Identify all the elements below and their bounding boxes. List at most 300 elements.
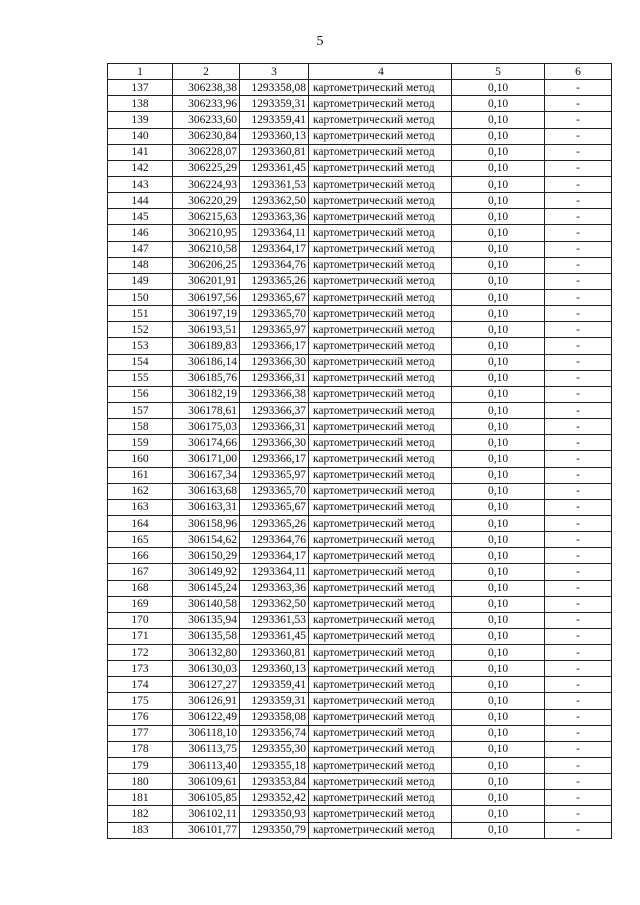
x-coordinate-cell: 306150,29 — [173, 548, 240, 564]
x-coordinate-cell: 306145,24 — [173, 580, 240, 596]
note-cell: - — [545, 160, 612, 176]
point-number-cell: 153 — [108, 338, 173, 354]
point-number-cell: 166 — [108, 548, 173, 564]
method-cell: картометрический метод — [309, 515, 452, 531]
method-cell: картометрический метод — [309, 289, 452, 305]
accuracy-cell: 0,10 — [452, 677, 545, 693]
y-coordinate-cell: 1293359,41 — [240, 677, 309, 693]
x-coordinate-cell: 306215,63 — [173, 209, 240, 225]
y-coordinate-cell: 1293365,70 — [240, 483, 309, 499]
method-cell: картометрический метод — [309, 176, 452, 192]
note-cell: - — [545, 176, 612, 192]
y-coordinate-cell: 1293364,76 — [240, 532, 309, 548]
x-coordinate-cell: 306175,03 — [173, 419, 240, 435]
x-coordinate-cell: 306238,38 — [173, 80, 240, 96]
table-row — [108, 499, 612, 515]
x-coordinate-cell: 306154,62 — [173, 532, 240, 548]
accuracy-cell: 0,10 — [452, 338, 545, 354]
point-number-cell: 144 — [108, 193, 173, 209]
table-row — [108, 386, 612, 402]
x-coordinate-cell: 306171,00 — [173, 451, 240, 467]
point-number-cell: 160 — [108, 451, 173, 467]
method-cell: картометрический метод — [309, 693, 452, 709]
point-number-cell: 148 — [108, 257, 173, 273]
y-coordinate-cell: 1293366,30 — [240, 435, 309, 451]
note-cell: - — [545, 483, 612, 499]
x-coordinate-cell: 306230,84 — [173, 128, 240, 144]
method-cell: картометрический метод — [309, 548, 452, 564]
note-cell: - — [545, 499, 612, 515]
accuracy-cell: 0,10 — [452, 144, 545, 160]
point-number-cell: 180 — [108, 774, 173, 790]
accuracy-cell: 0,10 — [452, 693, 545, 709]
table-row — [108, 112, 612, 128]
table-row — [108, 709, 612, 725]
point-number-cell: 139 — [108, 112, 173, 128]
note-cell: - — [545, 128, 612, 144]
table-row — [108, 241, 612, 257]
x-coordinate-cell: 306186,14 — [173, 354, 240, 370]
point-number-cell: 167 — [108, 564, 173, 580]
note-cell: - — [545, 241, 612, 257]
table-row — [108, 257, 612, 273]
method-cell: картометрический метод — [309, 483, 452, 499]
method-cell: картометрический метод — [309, 790, 452, 806]
accuracy-cell: 0,10 — [452, 112, 545, 128]
method-cell: картометрический метод — [309, 499, 452, 515]
point-number-cell: 161 — [108, 467, 173, 483]
y-coordinate-cell: 1293359,31 — [240, 96, 309, 112]
note-cell: - — [545, 193, 612, 209]
y-coordinate-cell: 1293366,17 — [240, 451, 309, 467]
point-number-cell: 156 — [108, 386, 173, 402]
point-number-cell: 150 — [108, 289, 173, 305]
accuracy-cell: 0,10 — [452, 257, 545, 273]
column-header: 6 — [545, 64, 612, 80]
accuracy-cell: 0,10 — [452, 225, 545, 241]
accuracy-cell: 0,10 — [452, 451, 545, 467]
y-coordinate-cell: 1293363,36 — [240, 209, 309, 225]
accuracy-cell: 0,10 — [452, 661, 545, 677]
x-coordinate-cell: 306158,96 — [173, 515, 240, 531]
method-cell: картометрический метод — [309, 677, 452, 693]
point-number-cell: 163 — [108, 499, 173, 515]
accuracy-cell: 0,10 — [452, 209, 545, 225]
accuracy-cell: 0,10 — [452, 596, 545, 612]
y-coordinate-cell: 1293361,45 — [240, 628, 309, 644]
table-row — [108, 548, 612, 564]
method-cell: картометрический метод — [309, 306, 452, 322]
table-row — [108, 741, 612, 757]
note-cell: - — [545, 580, 612, 596]
y-coordinate-cell: 1293358,08 — [240, 80, 309, 96]
page-number: 5 — [316, 34, 324, 49]
note-cell: - — [545, 209, 612, 225]
x-coordinate-cell: 306167,34 — [173, 467, 240, 483]
y-coordinate-cell: 1293365,70 — [240, 306, 309, 322]
table-row — [108, 144, 612, 160]
table-row — [108, 467, 612, 483]
note-cell: - — [545, 386, 612, 402]
method-cell: картометрический метод — [309, 144, 452, 160]
x-coordinate-cell: 306189,83 — [173, 338, 240, 354]
x-coordinate-cell: 306102,11 — [173, 806, 240, 822]
table-row — [108, 532, 612, 548]
method-cell: картометрический метод — [309, 435, 452, 451]
coordinates-table — [107, 63, 612, 839]
y-coordinate-cell: 1293362,50 — [240, 193, 309, 209]
y-coordinate-cell: 1293355,30 — [240, 741, 309, 757]
x-coordinate-cell: 306163,68 — [173, 483, 240, 499]
y-coordinate-cell: 1293365,97 — [240, 322, 309, 338]
y-coordinate-cell: 1293364,76 — [240, 257, 309, 273]
point-number-cell: 143 — [108, 176, 173, 192]
table-row — [108, 435, 612, 451]
method-cell: картометрический метод — [309, 741, 452, 757]
accuracy-cell: 0,10 — [452, 515, 545, 531]
x-coordinate-cell: 306163,31 — [173, 499, 240, 515]
table-row — [108, 483, 612, 499]
table-row — [108, 822, 612, 838]
x-coordinate-cell: 306182,19 — [173, 386, 240, 402]
y-coordinate-cell: 1293360,13 — [240, 128, 309, 144]
method-cell: картометрический метод — [309, 209, 452, 225]
table-row — [108, 515, 612, 531]
note-cell: - — [545, 80, 612, 96]
accuracy-cell: 0,10 — [452, 709, 545, 725]
point-number-cell: 159 — [108, 435, 173, 451]
point-number-cell: 168 — [108, 580, 173, 596]
note-cell: - — [545, 306, 612, 322]
table-row — [108, 790, 612, 806]
method-cell: картометрический метод — [309, 193, 452, 209]
y-coordinate-cell: 1293360,81 — [240, 144, 309, 160]
table-row — [108, 96, 612, 112]
table-row — [108, 176, 612, 192]
table-row — [108, 806, 612, 822]
y-coordinate-cell: 1293361,45 — [240, 160, 309, 176]
x-coordinate-cell: 306197,56 — [173, 289, 240, 305]
note-cell: - — [545, 661, 612, 677]
method-cell: картометрический метод — [309, 661, 452, 677]
column-header: 4 — [309, 64, 452, 80]
table-row — [108, 628, 612, 644]
note-cell: - — [545, 451, 612, 467]
accuracy-cell: 0,10 — [452, 725, 545, 741]
method-cell: картометрический метод — [309, 96, 452, 112]
note-cell: - — [545, 645, 612, 661]
accuracy-cell: 0,10 — [452, 402, 545, 418]
x-coordinate-cell: 306197,19 — [173, 306, 240, 322]
x-coordinate-cell: 306210,95 — [173, 225, 240, 241]
x-coordinate-cell: 306174,66 — [173, 435, 240, 451]
accuracy-cell: 0,10 — [452, 467, 545, 483]
column-header: 2 — [173, 64, 240, 80]
table-row — [108, 193, 612, 209]
method-cell: картометрический метод — [309, 628, 452, 644]
note-cell: - — [545, 564, 612, 580]
accuracy-cell: 0,10 — [452, 580, 545, 596]
x-coordinate-cell: 306185,76 — [173, 370, 240, 386]
point-number-cell: 145 — [108, 209, 173, 225]
y-coordinate-cell: 1293361,53 — [240, 612, 309, 628]
point-number-cell: 141 — [108, 144, 173, 160]
y-coordinate-cell: 1293350,93 — [240, 806, 309, 822]
point-number-cell: 157 — [108, 402, 173, 418]
table-row — [108, 419, 612, 435]
point-number-cell: 178 — [108, 741, 173, 757]
x-coordinate-cell: 306224,93 — [173, 176, 240, 192]
y-coordinate-cell: 1293365,26 — [240, 515, 309, 531]
point-number-cell: 151 — [108, 306, 173, 322]
y-coordinate-cell: 1293364,11 — [240, 564, 309, 580]
y-coordinate-cell: 1293353,84 — [240, 774, 309, 790]
point-number-cell: 175 — [108, 693, 173, 709]
y-coordinate-cell: 1293366,38 — [240, 386, 309, 402]
method-cell: картометрический метод — [309, 709, 452, 725]
method-cell: картометрический метод — [309, 806, 452, 822]
note-cell: - — [545, 693, 612, 709]
accuracy-cell: 0,10 — [452, 370, 545, 386]
x-coordinate-cell: 306228,07 — [173, 144, 240, 160]
method-cell: картометрический метод — [309, 402, 452, 418]
note-cell: - — [545, 338, 612, 354]
x-coordinate-cell: 306126,91 — [173, 693, 240, 709]
method-cell: картометрический метод — [309, 564, 452, 580]
accuracy-cell: 0,10 — [452, 354, 545, 370]
table-row — [108, 580, 612, 596]
accuracy-cell: 0,10 — [452, 273, 545, 289]
table-row — [108, 612, 612, 628]
method-cell: картометрический метод — [309, 451, 452, 467]
note-cell: - — [545, 96, 612, 112]
table-row — [108, 725, 612, 741]
y-coordinate-cell: 1293365,67 — [240, 289, 309, 305]
note-cell: - — [545, 709, 612, 725]
table-body — [108, 80, 612, 839]
accuracy-cell: 0,10 — [452, 435, 545, 451]
point-number-cell: 182 — [108, 806, 173, 822]
y-coordinate-cell: 1293359,41 — [240, 112, 309, 128]
accuracy-cell: 0,10 — [452, 645, 545, 661]
table-row — [108, 693, 612, 709]
point-number-cell: 176 — [108, 709, 173, 725]
x-coordinate-cell: 306130,03 — [173, 661, 240, 677]
accuracy-cell: 0,10 — [452, 532, 545, 548]
table-row — [108, 338, 612, 354]
accuracy-cell: 0,10 — [452, 548, 545, 564]
point-number-cell: 172 — [108, 645, 173, 661]
note-cell: - — [545, 532, 612, 548]
y-coordinate-cell: 1293365,26 — [240, 273, 309, 289]
note-cell: - — [545, 257, 612, 273]
y-coordinate-cell: 1293355,18 — [240, 758, 309, 774]
table-row — [108, 645, 612, 661]
accuracy-cell: 0,10 — [452, 80, 545, 96]
y-coordinate-cell: 1293366,30 — [240, 354, 309, 370]
y-coordinate-cell: 1293366,17 — [240, 338, 309, 354]
note-cell: - — [545, 435, 612, 451]
method-cell: картометрический метод — [309, 596, 452, 612]
accuracy-cell: 0,10 — [452, 386, 545, 402]
table-row — [108, 273, 612, 289]
accuracy-cell: 0,10 — [452, 419, 545, 435]
column-header: 1 — [108, 64, 173, 80]
table-row — [108, 225, 612, 241]
point-number-cell: 152 — [108, 322, 173, 338]
note-cell: - — [545, 790, 612, 806]
point-number-cell: 154 — [108, 354, 173, 370]
point-number-cell: 183 — [108, 822, 173, 838]
note-cell: - — [545, 354, 612, 370]
point-number-cell: 140 — [108, 128, 173, 144]
x-coordinate-cell: 306127,27 — [173, 677, 240, 693]
table-row — [108, 564, 612, 580]
method-cell: картометрический метод — [309, 225, 452, 241]
accuracy-cell: 0,10 — [452, 564, 545, 580]
x-coordinate-cell: 306135,94 — [173, 612, 240, 628]
point-number-cell: 174 — [108, 677, 173, 693]
accuracy-cell: 0,10 — [452, 822, 545, 838]
method-cell: картометрический метод — [309, 112, 452, 128]
table-row — [108, 128, 612, 144]
x-coordinate-cell: 306220,29 — [173, 193, 240, 209]
y-coordinate-cell: 1293350,79 — [240, 822, 309, 838]
note-cell: - — [545, 419, 612, 435]
table-row — [108, 758, 612, 774]
x-coordinate-cell: 306109,61 — [173, 774, 240, 790]
point-number-cell: 173 — [108, 661, 173, 677]
y-coordinate-cell: 1293366,31 — [240, 370, 309, 386]
x-coordinate-cell: 306113,75 — [173, 741, 240, 757]
method-cell: картометрический метод — [309, 128, 452, 144]
x-coordinate-cell: 306113,40 — [173, 758, 240, 774]
point-number-cell: 138 — [108, 96, 173, 112]
accuracy-cell: 0,10 — [452, 499, 545, 515]
note-cell: - — [545, 628, 612, 644]
method-cell: картометрический метод — [309, 419, 452, 435]
y-coordinate-cell: 1293365,97 — [240, 467, 309, 483]
table-row — [108, 402, 612, 418]
table-row — [108, 160, 612, 176]
note-cell: - — [545, 273, 612, 289]
x-coordinate-cell: 306193,51 — [173, 322, 240, 338]
accuracy-cell: 0,10 — [452, 241, 545, 257]
table-row — [108, 677, 612, 693]
table-row — [108, 322, 612, 338]
point-number-cell: 181 — [108, 790, 173, 806]
point-number-cell: 149 — [108, 273, 173, 289]
method-cell: картометрический метод — [309, 774, 452, 790]
method-cell: картометрический метод — [309, 241, 452, 257]
method-cell: картометрический метод — [309, 160, 452, 176]
table-row — [108, 289, 612, 305]
note-cell: - — [545, 774, 612, 790]
x-coordinate-cell: 306206,25 — [173, 257, 240, 273]
note-cell: - — [545, 144, 612, 160]
method-cell: картометрический метод — [309, 725, 452, 741]
point-number-cell: 155 — [108, 370, 173, 386]
note-cell: - — [545, 806, 612, 822]
y-coordinate-cell: 1293360,81 — [240, 645, 309, 661]
column-header: 3 — [240, 64, 309, 80]
x-coordinate-cell: 306101,77 — [173, 822, 240, 838]
note-cell: - — [545, 741, 612, 757]
note-cell: - — [545, 402, 612, 418]
method-cell: картометрический метод — [309, 257, 452, 273]
x-coordinate-cell: 306122,49 — [173, 709, 240, 725]
note-cell: - — [545, 467, 612, 483]
y-coordinate-cell: 1293356,74 — [240, 725, 309, 741]
y-coordinate-cell: 1293366,31 — [240, 419, 309, 435]
x-coordinate-cell: 306105,85 — [173, 790, 240, 806]
y-coordinate-cell: 1293365,67 — [240, 499, 309, 515]
accuracy-cell: 0,10 — [452, 128, 545, 144]
point-number-cell: 162 — [108, 483, 173, 499]
table-row — [108, 354, 612, 370]
y-coordinate-cell: 1293359,31 — [240, 693, 309, 709]
y-coordinate-cell: 1293362,50 — [240, 596, 309, 612]
note-cell: - — [545, 822, 612, 838]
y-coordinate-cell: 1293363,36 — [240, 580, 309, 596]
point-number-cell: 142 — [108, 160, 173, 176]
accuracy-cell: 0,10 — [452, 758, 545, 774]
column-header: 5 — [452, 64, 545, 80]
table-row — [108, 80, 612, 96]
method-cell: картометрический метод — [309, 758, 452, 774]
accuracy-cell: 0,10 — [452, 176, 545, 192]
method-cell: картометрический метод — [309, 532, 452, 548]
point-number-cell: 137 — [108, 80, 173, 96]
note-cell: - — [545, 515, 612, 531]
x-coordinate-cell: 306201,91 — [173, 273, 240, 289]
method-cell: картометрический метод — [309, 386, 452, 402]
note-cell: - — [545, 725, 612, 741]
x-coordinate-cell: 306118,10 — [173, 725, 240, 741]
note-cell: - — [545, 548, 612, 564]
x-coordinate-cell: 306178,61 — [173, 402, 240, 418]
accuracy-cell: 0,10 — [452, 483, 545, 499]
note-cell: - — [545, 596, 612, 612]
accuracy-cell: 0,10 — [452, 160, 545, 176]
accuracy-cell: 0,10 — [452, 289, 545, 305]
method-cell: картометрический метод — [309, 338, 452, 354]
x-coordinate-cell: 306149,92 — [173, 564, 240, 580]
x-coordinate-cell: 306132,80 — [173, 645, 240, 661]
note-cell: - — [545, 370, 612, 386]
point-number-cell: 164 — [108, 515, 173, 531]
method-cell: картометрический метод — [309, 580, 452, 596]
accuracy-cell: 0,10 — [452, 741, 545, 757]
table-row — [108, 209, 612, 225]
method-cell: картометрический метод — [309, 322, 452, 338]
x-coordinate-cell: 306140,58 — [173, 596, 240, 612]
y-coordinate-cell: 1293352,42 — [240, 790, 309, 806]
y-coordinate-cell: 1293360,13 — [240, 661, 309, 677]
x-coordinate-cell: 306225,29 — [173, 160, 240, 176]
method-cell: картометрический метод — [309, 645, 452, 661]
table-row — [108, 370, 612, 386]
y-coordinate-cell: 1293358,08 — [240, 709, 309, 725]
note-cell: - — [545, 677, 612, 693]
method-cell: картометрический метод — [309, 467, 452, 483]
table-row — [108, 306, 612, 322]
accuracy-cell: 0,10 — [452, 96, 545, 112]
x-coordinate-cell: 306233,96 — [173, 96, 240, 112]
accuracy-cell: 0,10 — [452, 806, 545, 822]
point-number-cell: 165 — [108, 532, 173, 548]
accuracy-cell: 0,10 — [452, 322, 545, 338]
